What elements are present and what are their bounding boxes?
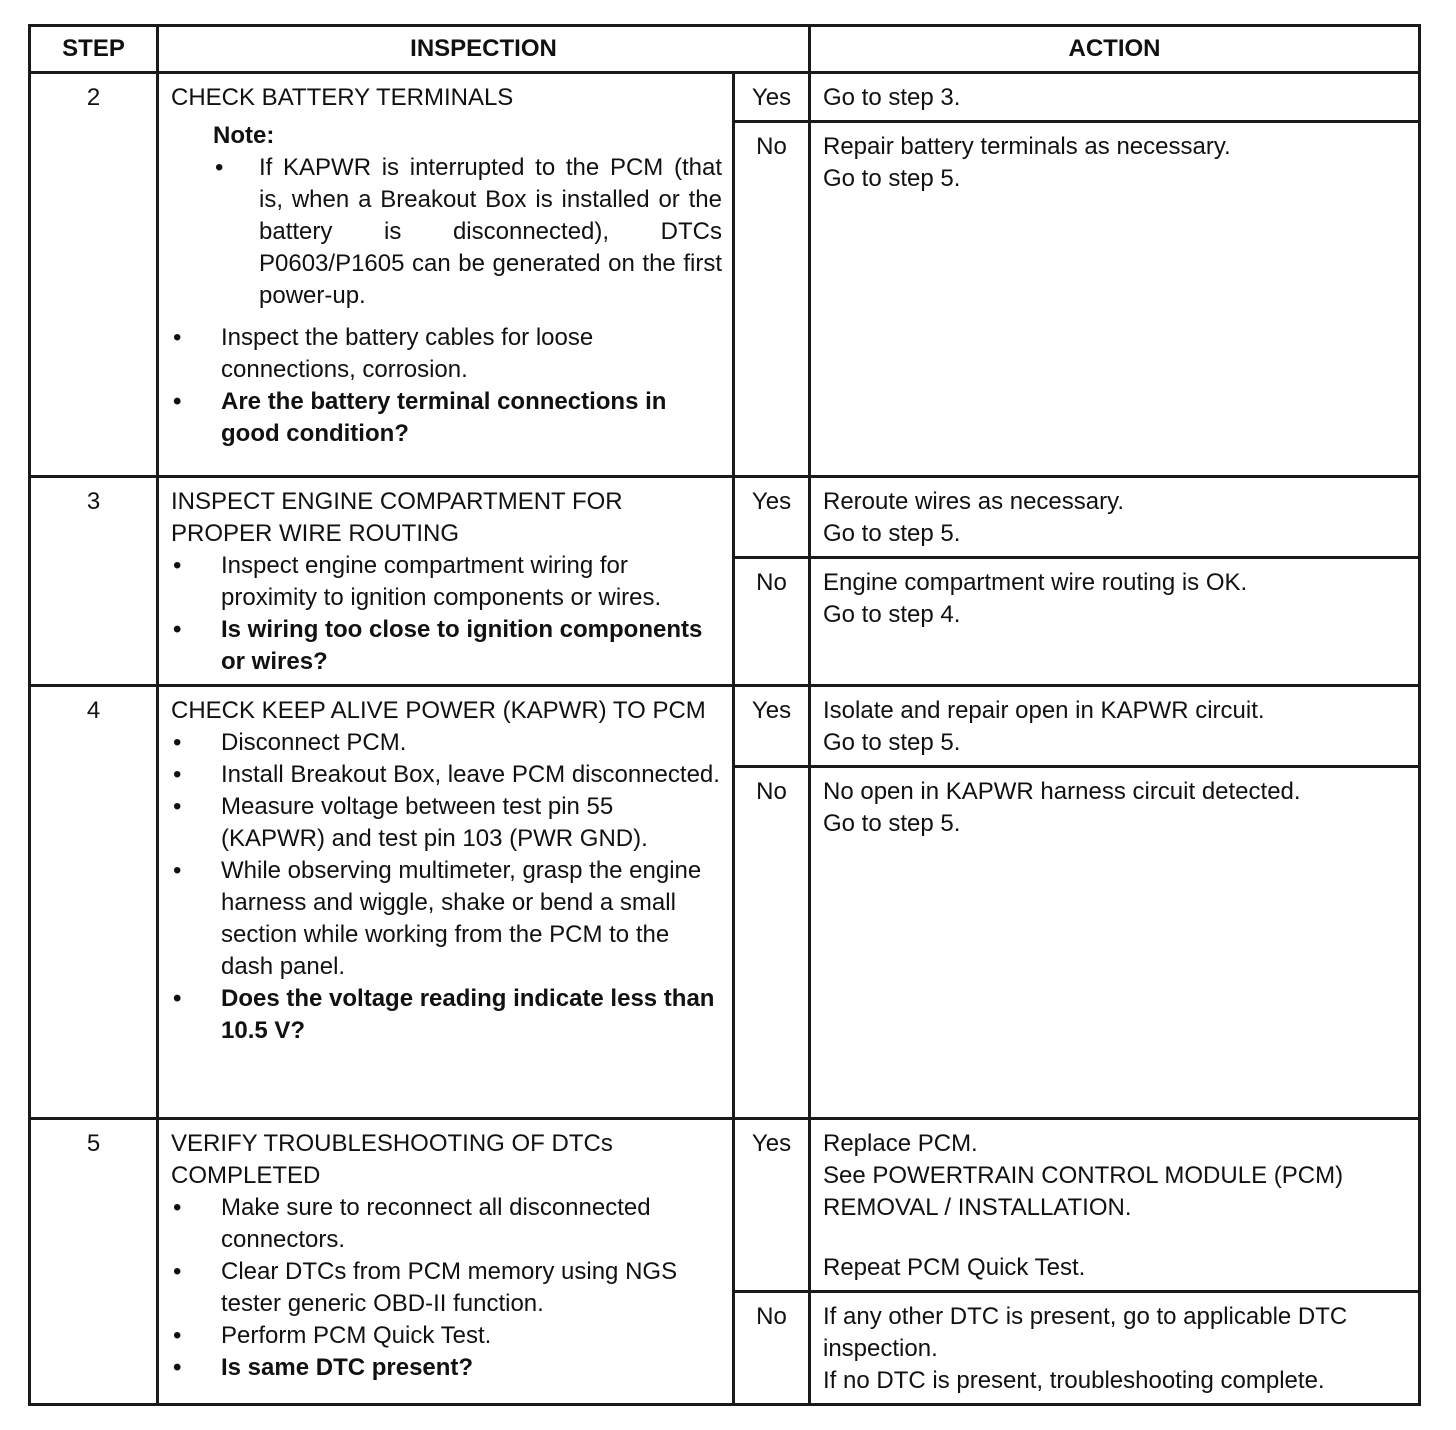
- yes-label: Yes: [734, 686, 810, 767]
- inspection-bullet: • Clear DTCs from PCM memory using NGS tester generic OBD-II function.: [173, 1258, 678, 1317]
- yes-action: Reroute wires as necessary. Go to step 5.: [810, 477, 1420, 558]
- header-inspection: INSPECTION: [158, 26, 810, 73]
- inspection-cell: [158, 1119, 734, 1405]
- step-number: 2: [30, 73, 158, 477]
- inspection-bullet: • Inspect the battery cables for loose connections, corrosion.: [173, 324, 594, 383]
- yes-label: Yes: [734, 477, 810, 558]
- procedure-table: [28, 24, 1421, 1406]
- note-block: [213, 120, 722, 312]
- no-label: No: [734, 767, 810, 1119]
- step-number: 4: [30, 686, 158, 1119]
- inspection-question: • Is wiring too close to ignition components or wires?: [173, 616, 703, 675]
- yes-label: Yes: [734, 73, 810, 122]
- inspection-bullets: [171, 550, 722, 678]
- header-action: ACTION: [810, 26, 1420, 73]
- inspection-bullets: [171, 1192, 722, 1384]
- inspection-title: CHECK BATTERY TERMINALS: [171, 84, 514, 111]
- inspection-bullet: • Disconnect PCM.: [173, 729, 407, 756]
- yes-label: Yes: [734, 1119, 810, 1292]
- step-row: [30, 477, 1420, 558]
- inspection-cell: [158, 477, 734, 686]
- yes-action: Replace PCM. See POWERTRAIN CONTROL MODULE (PCM) REMOVAL / INSTALLATION. Repeat PCM Quick Test.: [810, 1119, 1420, 1292]
- step-number: 5: [30, 1119, 158, 1405]
- inspection-bullet: • Measure voltage between test pin 55 (KAPWR) and test pin 103 (PWR GND).: [173, 793, 648, 852]
- yes-action: Go to step 3.: [810, 73, 1420, 122]
- inspection-bullets: [171, 727, 722, 1047]
- inspection-bullet: • Perform PCM Quick Test.: [173, 1322, 492, 1349]
- inspection-bullet: • Install Breakout Box, leave PCM disconnected.: [173, 761, 720, 788]
- inspection-question: • Is same DTC present?: [173, 1354, 474, 1381]
- note-label: Note:: [213, 122, 275, 149]
- step-row: [30, 1119, 1420, 1292]
- header-step: STEP: [30, 26, 158, 73]
- inspection-question: • Does the voltage reading indicate less than 10.5 V?: [173, 985, 715, 1044]
- inspection-title: VERIFY TROUBLESHOOTING OF DTCs COMPLETED: [171, 1130, 613, 1189]
- no-action: No open in KAPWR harness circuit detected. Go to step 5.: [810, 767, 1420, 1119]
- step-row: [30, 686, 1420, 767]
- note-bullet: • If KAPWR is interrupted to the PCM (that is, when a Breakout Box is installed or the battery is disconnected), DTCs P0603/P1605 can be generated on the first power-up.: [215, 154, 722, 309]
- inspection-title: INSPECT ENGINE COMPARTMENT FOR PROPER WIRE ROUTING: [171, 488, 623, 547]
- inspection-cell: [158, 73, 734, 477]
- no-action: Engine compartment wire routing is OK. Go to step 4.: [810, 558, 1420, 686]
- no-label: No: [734, 122, 810, 477]
- yes-action: Isolate and repair open in KAPWR circuit. Go to step 5.: [810, 686, 1420, 767]
- inspection-bullets: [171, 322, 722, 450]
- inspection-bullet: • Make sure to reconnect all disconnected connectors.: [173, 1194, 651, 1253]
- step-row: [30, 73, 1420, 122]
- inspection-title: CHECK KEEP ALIVE POWER (KAPWR) TO PCM: [171, 697, 706, 724]
- inspection-bullet: • While observing multimeter, grasp the engine harness and wiggle, shake or bend a small section while working from the PCM to the dash panel.: [173, 857, 702, 980]
- inspection-cell: [158, 686, 734, 1119]
- no-action: Repair battery terminals as necessary. Go to step 5.: [810, 122, 1420, 477]
- no-label: No: [734, 558, 810, 686]
- inspection-bullet: • Inspect engine compartment wiring for proximity to ignition components or wires.: [173, 552, 662, 611]
- header-row: [30, 26, 1420, 73]
- step-number: 3: [30, 477, 158, 686]
- inspection-question: • Are the battery terminal connections in good condition?: [173, 388, 667, 447]
- no-action: If any other DTC is present, go to applicable DTC inspection. If no DTC is present, troubleshooting complete.: [810, 1292, 1420, 1405]
- no-label: No: [734, 1292, 810, 1405]
